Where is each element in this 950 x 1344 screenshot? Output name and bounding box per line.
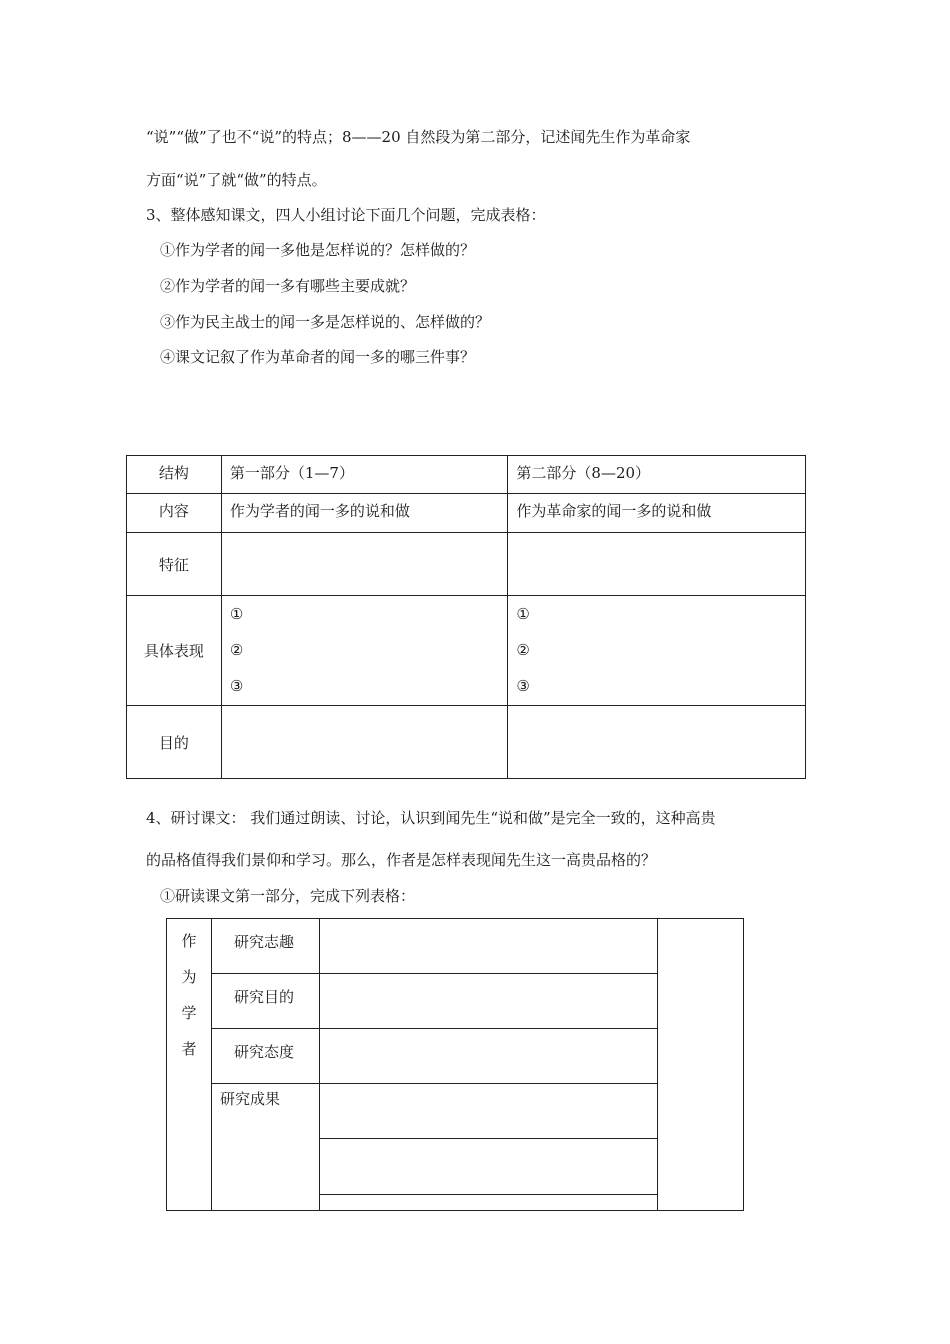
table-row xyxy=(167,1029,744,1084)
table-cell: 研究目的 xyxy=(211,974,319,1029)
list-item: ③ xyxy=(516,677,530,695)
list-item: ② xyxy=(516,641,530,659)
table-cell xyxy=(508,706,806,779)
table-cell: 作为革命家的闻一多的说和做 xyxy=(508,494,806,533)
table-row xyxy=(167,919,744,974)
table-cell: 目的 xyxy=(127,706,222,779)
table-row xyxy=(167,1084,744,1139)
table-row xyxy=(127,494,806,533)
question-4: ④课文记叙了作为革命者的闻一多的哪三件事？ xyxy=(160,348,476,366)
table-cell: 第一部分（1—7） xyxy=(221,456,508,494)
answer-cell[interactable] xyxy=(319,1029,657,1084)
table-row xyxy=(167,974,744,1029)
question-1: ①作为学者的闻一多他是怎样说的？怎样做的？ xyxy=(160,241,476,259)
vertical-label: 作 为 学 者 xyxy=(167,919,212,1211)
table-cell: 内容 xyxy=(127,494,222,533)
table-row xyxy=(127,456,806,494)
divider xyxy=(320,1194,657,1195)
question-3: ③作为民主战士的闻一多是怎样说的、怎样做的？ xyxy=(160,313,491,331)
table-cell xyxy=(221,533,508,596)
table-cell: 研究态度 xyxy=(211,1029,319,1084)
list-item: ③ xyxy=(229,677,244,695)
answer-cell[interactable] xyxy=(319,974,657,1029)
table-row xyxy=(127,706,806,779)
section4-line-3: ①研读课文第一部分，完成下列表格： xyxy=(160,887,416,905)
table-row xyxy=(127,596,806,706)
scholar-table xyxy=(166,918,744,1211)
table-cell: 第二部分（8—20） xyxy=(508,456,806,494)
table-cell xyxy=(221,706,508,779)
table-cell: 特征 xyxy=(127,533,222,596)
table-row xyxy=(127,533,806,596)
question-heading: 3、整体感知课文，四人小组讨论下面几个问题，完成表格： xyxy=(146,206,546,224)
table-cell: 作为学者的闻一多的说和做 xyxy=(221,494,508,533)
paragraph-line-1: “说”“做”了也不“说”的特点；8——20 自然段为第二部分，记述闻先生作为革命家 xyxy=(146,128,691,146)
question-2: ②作为学者的闻一多有哪些主要成就？ xyxy=(160,277,416,295)
answer-cell[interactable] xyxy=(319,1084,657,1139)
side-cell xyxy=(658,919,744,1211)
list-item: ② xyxy=(229,641,244,659)
list-item: ① xyxy=(516,605,530,623)
table-cell: 结构 xyxy=(127,456,222,494)
table-cell: 研究成果 xyxy=(211,1084,319,1211)
list-item: ① xyxy=(229,605,244,623)
table-cell xyxy=(508,596,806,706)
structure-table xyxy=(126,455,806,779)
section4-line-2: 的品格值得我们景仰和学习。那么，作者是怎样表现闻先生这一高贵品格的？ xyxy=(146,851,657,869)
answer-cell[interactable] xyxy=(319,919,657,974)
answer-cell[interactable] xyxy=(319,1139,657,1211)
table-cell: 具体表现 xyxy=(127,596,222,706)
table-cell xyxy=(221,596,508,706)
section4-line-1: 4、研讨课文： 我们通过朗读、讨论，认识到闻先生“说和做”是完全一致的，这种高贵 xyxy=(146,809,716,827)
paragraph-line-2: 方面“说”了就“做”的特点。 xyxy=(146,171,327,189)
table-cell xyxy=(508,533,806,596)
table-cell: 研究志趣 xyxy=(211,919,319,974)
